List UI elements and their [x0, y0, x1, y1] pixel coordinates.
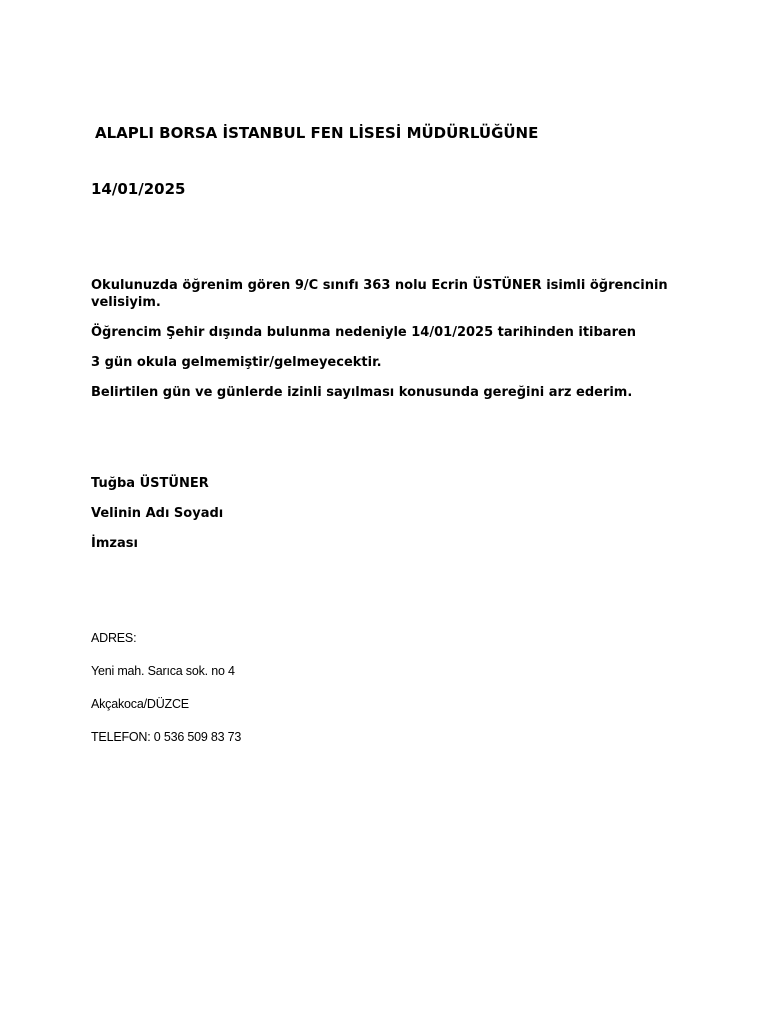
recipient-heading: ALAPLI BORSA İSTANBUL FEN LİSESİ MÜDÜRLÜĞÜNE: [95, 124, 539, 142]
letter-date: 14/01/2025: [91, 180, 186, 198]
paragraph-4: Belirtilen gün ve günlerde izinli sayılması konusunda gereğini arz ederim.: [91, 385, 633, 400]
phone-number: TELEFON: 0 536 509 83 73: [91, 730, 242, 744]
address-label: ADRES:: [91, 631, 137, 645]
address-line-1: Yeni mah. Sarıca sok. no 4: [91, 664, 235, 678]
signer-name-label: Velinin Adı Soyadı: [91, 506, 224, 521]
address-line-2: Akçakoca/DÜZCE: [91, 697, 189, 711]
signature-label: İmzası: [91, 536, 138, 551]
paragraph-3: 3 gün okula gelmemiştir/gelmeyecektir.: [91, 355, 382, 370]
signer-name: Tuğba ÜSTÜNER: [91, 476, 209, 491]
paragraph-1: Okulunuzda öğrenim gören 9/C sınıfı 363 nolu Ecrin ÜSTÜNER isimli öğrencinin velisiyim.: [91, 278, 668, 310]
paragraph-2: Öğrencim Şehir dışında bulunma nedeniyle 14/01/2025 tarihinden itibaren: [91, 325, 637, 340]
